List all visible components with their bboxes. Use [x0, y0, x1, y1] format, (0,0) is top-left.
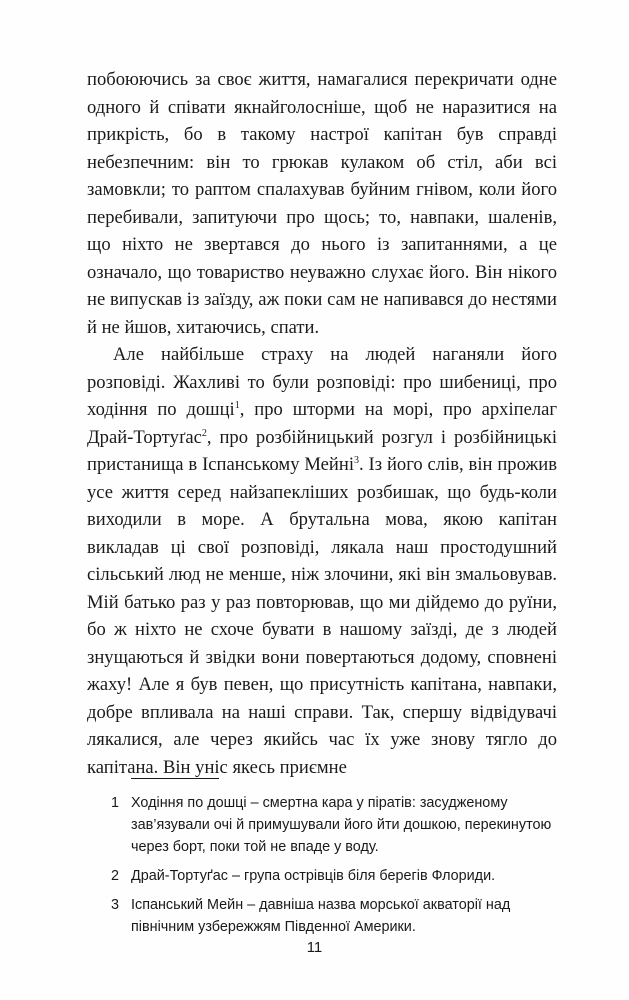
footnote-text: Драй-Тортуґас – група острівців біля берегів Флориди. — [131, 868, 496, 884]
footnote-number: 3 — [111, 897, 120, 913]
paragraph-2-segment: , про розбійницький розгул і розбійницькі пристанища в Іспанському Мейні — [87, 426, 557, 475]
paragraph-1: побоюючись за своє життя, намагалися перекричати одне одного й співати якнайголосніше, щоб не наразитися на прикрість, бо в такому настрої капітан був справді небезпечним: він то грюкав кулаком об стіл, аби всі замовкли; то раптом спалахував буйним гнівом, коли його перебивали, запитуючи про щось; то, навпаки, шаленів, що ніхто не звертався до нього із запитаннями, а це означало, що товариство неуважно слухає його. Він нікого не випускав із заїзду, аж поки сам не напивався до нестями й не йшов, хитаючись, спати. — [87, 69, 557, 338]
footnote — [87, 894, 559, 938]
main-text — [87, 66, 557, 781]
footnotes — [87, 792, 559, 945]
footnote — [87, 792, 559, 858]
footnote-ref-2[interactable]: 2 — [201, 427, 207, 439]
footnote — [87, 865, 559, 887]
footnote-ref-3[interactable]: 3 — [354, 455, 359, 466]
paragraph-2-segment: . Із його слів, він прожив усе життя серед найзапекліших розбишак, що будь-коли виходили в море. А брутальна мова, якою капітан викладав ці свої розповіді, лякала наш простодушний сільський люд не менше, ніж злочини, які він змальовував. Мій батько раз у раз повторював, що ми дійдемо до руїни, бо ж ніхто не схоче бувати в нашому заїзді, де з людей знущаються й звідки вони повертаються додому, сповнені жаху! Але я був певен, що присутність капітана, навпаки, добре впливала на наші справи. Так, спершу відвідувачі лякалися, але через якийсь час їх уже знову тягло до капітана. Він уніс якесь приємне — [87, 454, 557, 778]
paragraph-2-segment: Але найбільше страху на людей наганяли його розповіді. Жахливі то були розповіді: про шибениці, про ходіння по дошці — [87, 344, 557, 420]
footnote-text: Ходіння по дошці – смертна кара у піратів: засудженому зав’язували очі й примушували його йти дошкою, перекинутою через борт, поки той не впаде у воду. — [131, 795, 552, 855]
paragraph-2-segment: , про шторми на морі, про архіпелаг Драй-Тортуґас — [87, 399, 558, 448]
footnote-number: 1 — [111, 795, 120, 811]
paragraph-2 — [87, 341, 557, 781]
footnote-text: Іспанський Мейн – давніша назва морської акваторії над північним узбережжям Південної Америки. — [131, 897, 511, 935]
footnote-number: 2 — [111, 868, 120, 884]
page-number: 11 — [306, 939, 323, 956]
footnote-ref-1[interactable]: 1 — [234, 400, 240, 411]
footnote-divider — [131, 778, 219, 779]
